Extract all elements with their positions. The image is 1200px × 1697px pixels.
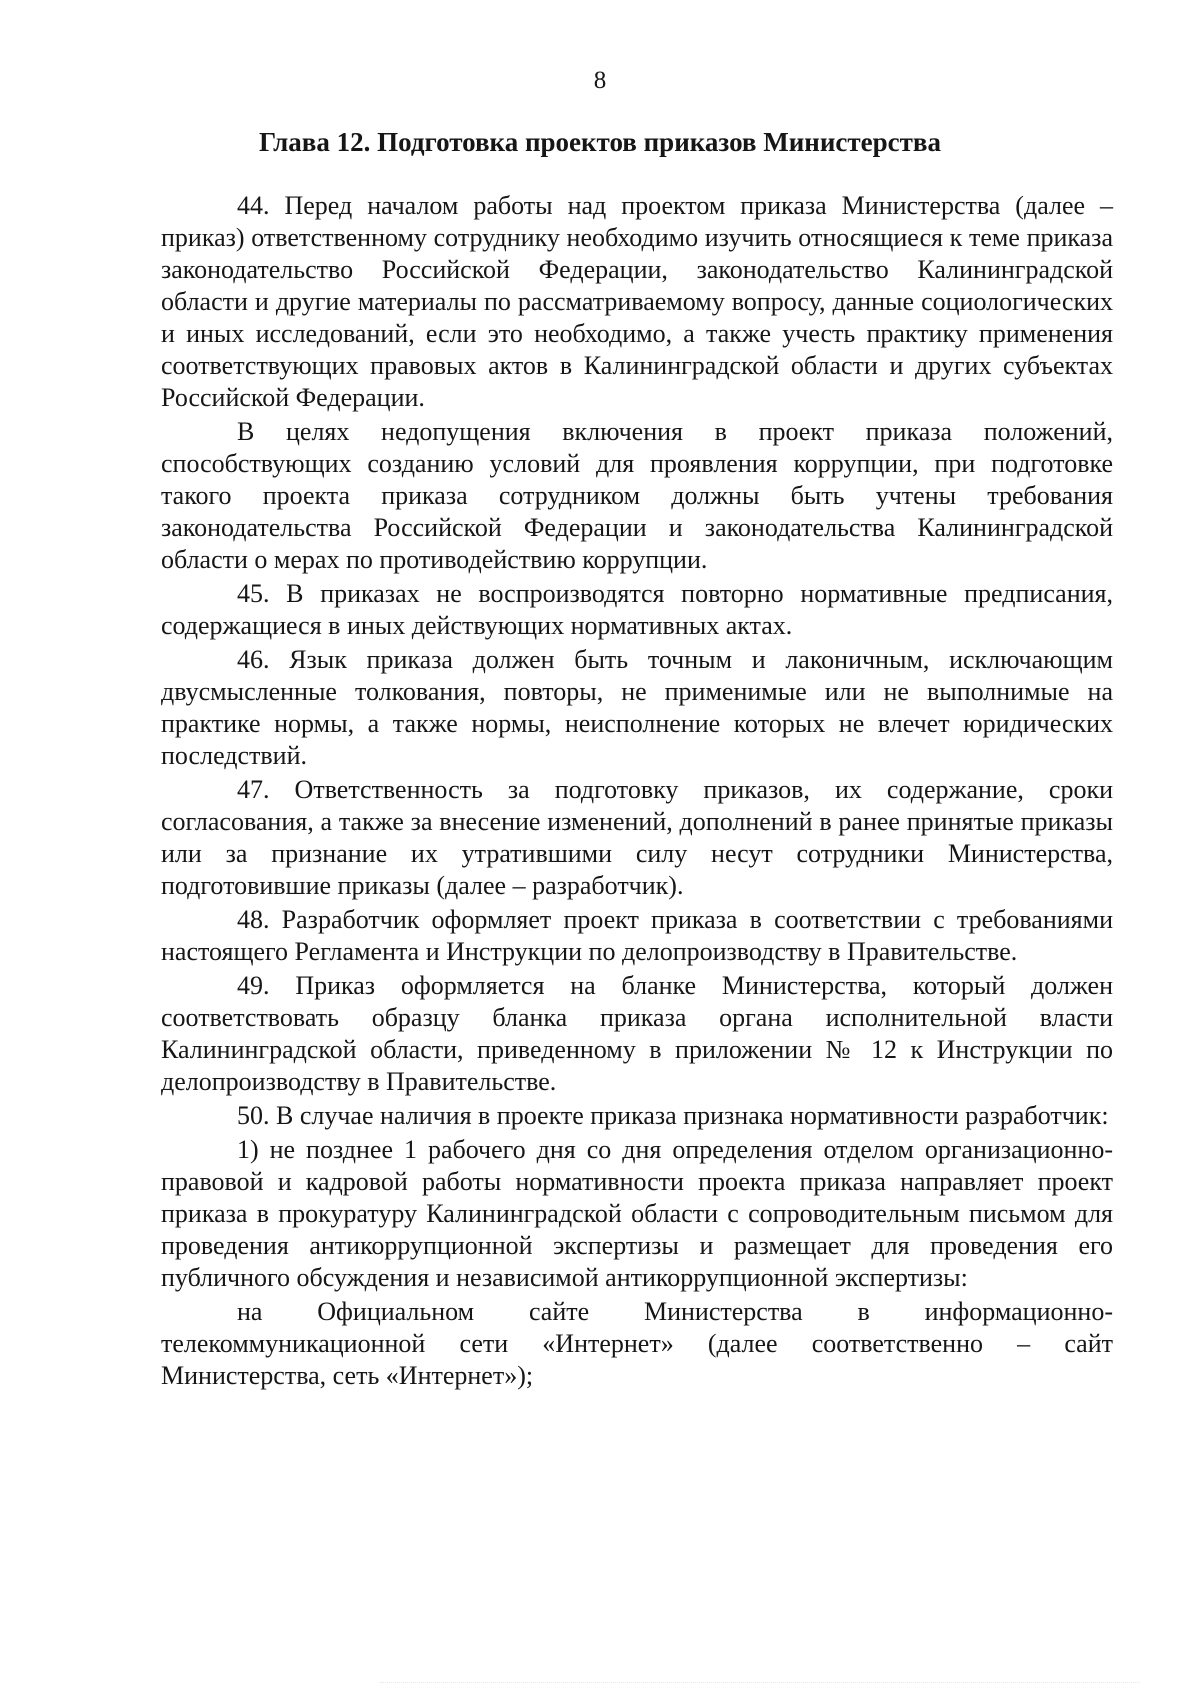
- paragraph-45: 45. В приказах не воспроизводятся повторно нормативные предписания, содержащиеся в иных действующих нормативных актах.: [161, 579, 1113, 640]
- paragraph-50-item-1: 1) не позднее 1 рабочего дня со дня определения отделом организационно-правовой и кадровой работы нормативности проекта приказа направляет проект приказа в прокуратуру Калининградской области с сопроводительным письмом для проведения антикоррупционной экспертизы и размещает для проведения его публичного обсуждения и независимой антикоррупционной экспертизы:: [161, 1135, 1113, 1292]
- scan-artifact-divider: [380, 1682, 1140, 1686]
- body-text: [161, 190, 1113, 1394]
- paragraph-44-anticorruption: В целях недопущения включения в проект приказа положений, способствующих созданию условий для проявления коррупции, при подготовке такого проекта приказа сотрудником должны быть учтены требования законодательства Российской Федерации и законодательства Калининградской области о мерах по противодействию коррупции.: [161, 417, 1113, 574]
- chapter-title: Глава 12. Подготовка проектов приказов Министерства: [259, 127, 941, 157]
- paragraph-47: 47. Ответственность за подготовку приказов, их содержание, сроки согласования, а также за внесение изменений, дополнений в ранее принятые приказы или за признание их утратившими силу несут сотрудники Министерства, подготовившие приказы (далее – разработчик).: [161, 775, 1113, 900]
- paragraph-44: 44. Перед началом работы над проектом приказа Министерства (далее – приказ) ответственному сотруднику необходимо изучить относящиеся к теме приказа законодательство Российской Федерации, законодательство Калининградской области и другие материалы по рассматриваемому вопросу, данные социологических и иных исследований, если это необходимо, а также учесть практику применения соответствующих правовых актов в Калининградской области и других субъектах Российской Федерации.: [161, 191, 1113, 412]
- page-number: 8: [593, 67, 607, 94]
- paragraph-49: 49. Приказ оформляется на бланке Министерства, который должен соответствовать образцу бланка приказа органа исполнительной власти Калининградской области, приведенному в приложении № 12 к Инструкции по делопроизводству в Правительстве.: [161, 971, 1113, 1096]
- paragraph-50-item-1-website: на Официальном сайте Министерства в информационно-телекоммуникационной сети «Интернет» (далее соответственно – сайт Министерства, сеть «Интернет»);: [161, 1297, 1113, 1390]
- paragraph-50: 50. В случае наличия в проекте приказа признака нормативности разработчик:: [237, 1101, 1109, 1130]
- paragraph-46: 46. Язык приказа должен быть точным и лаконичным, исключающим двусмысленные толкования, повторы, не применимые или не выполнимые на практике нормы, а также нормы, неисполнение которых не влечет юридических последствий.: [161, 645, 1113, 770]
- paragraph-48: 48. Разработчик оформляет проект приказа в соответствии с требованиями настоящего Регламента и Инструкции по делопроизводству в Правительстве.: [161, 905, 1113, 966]
